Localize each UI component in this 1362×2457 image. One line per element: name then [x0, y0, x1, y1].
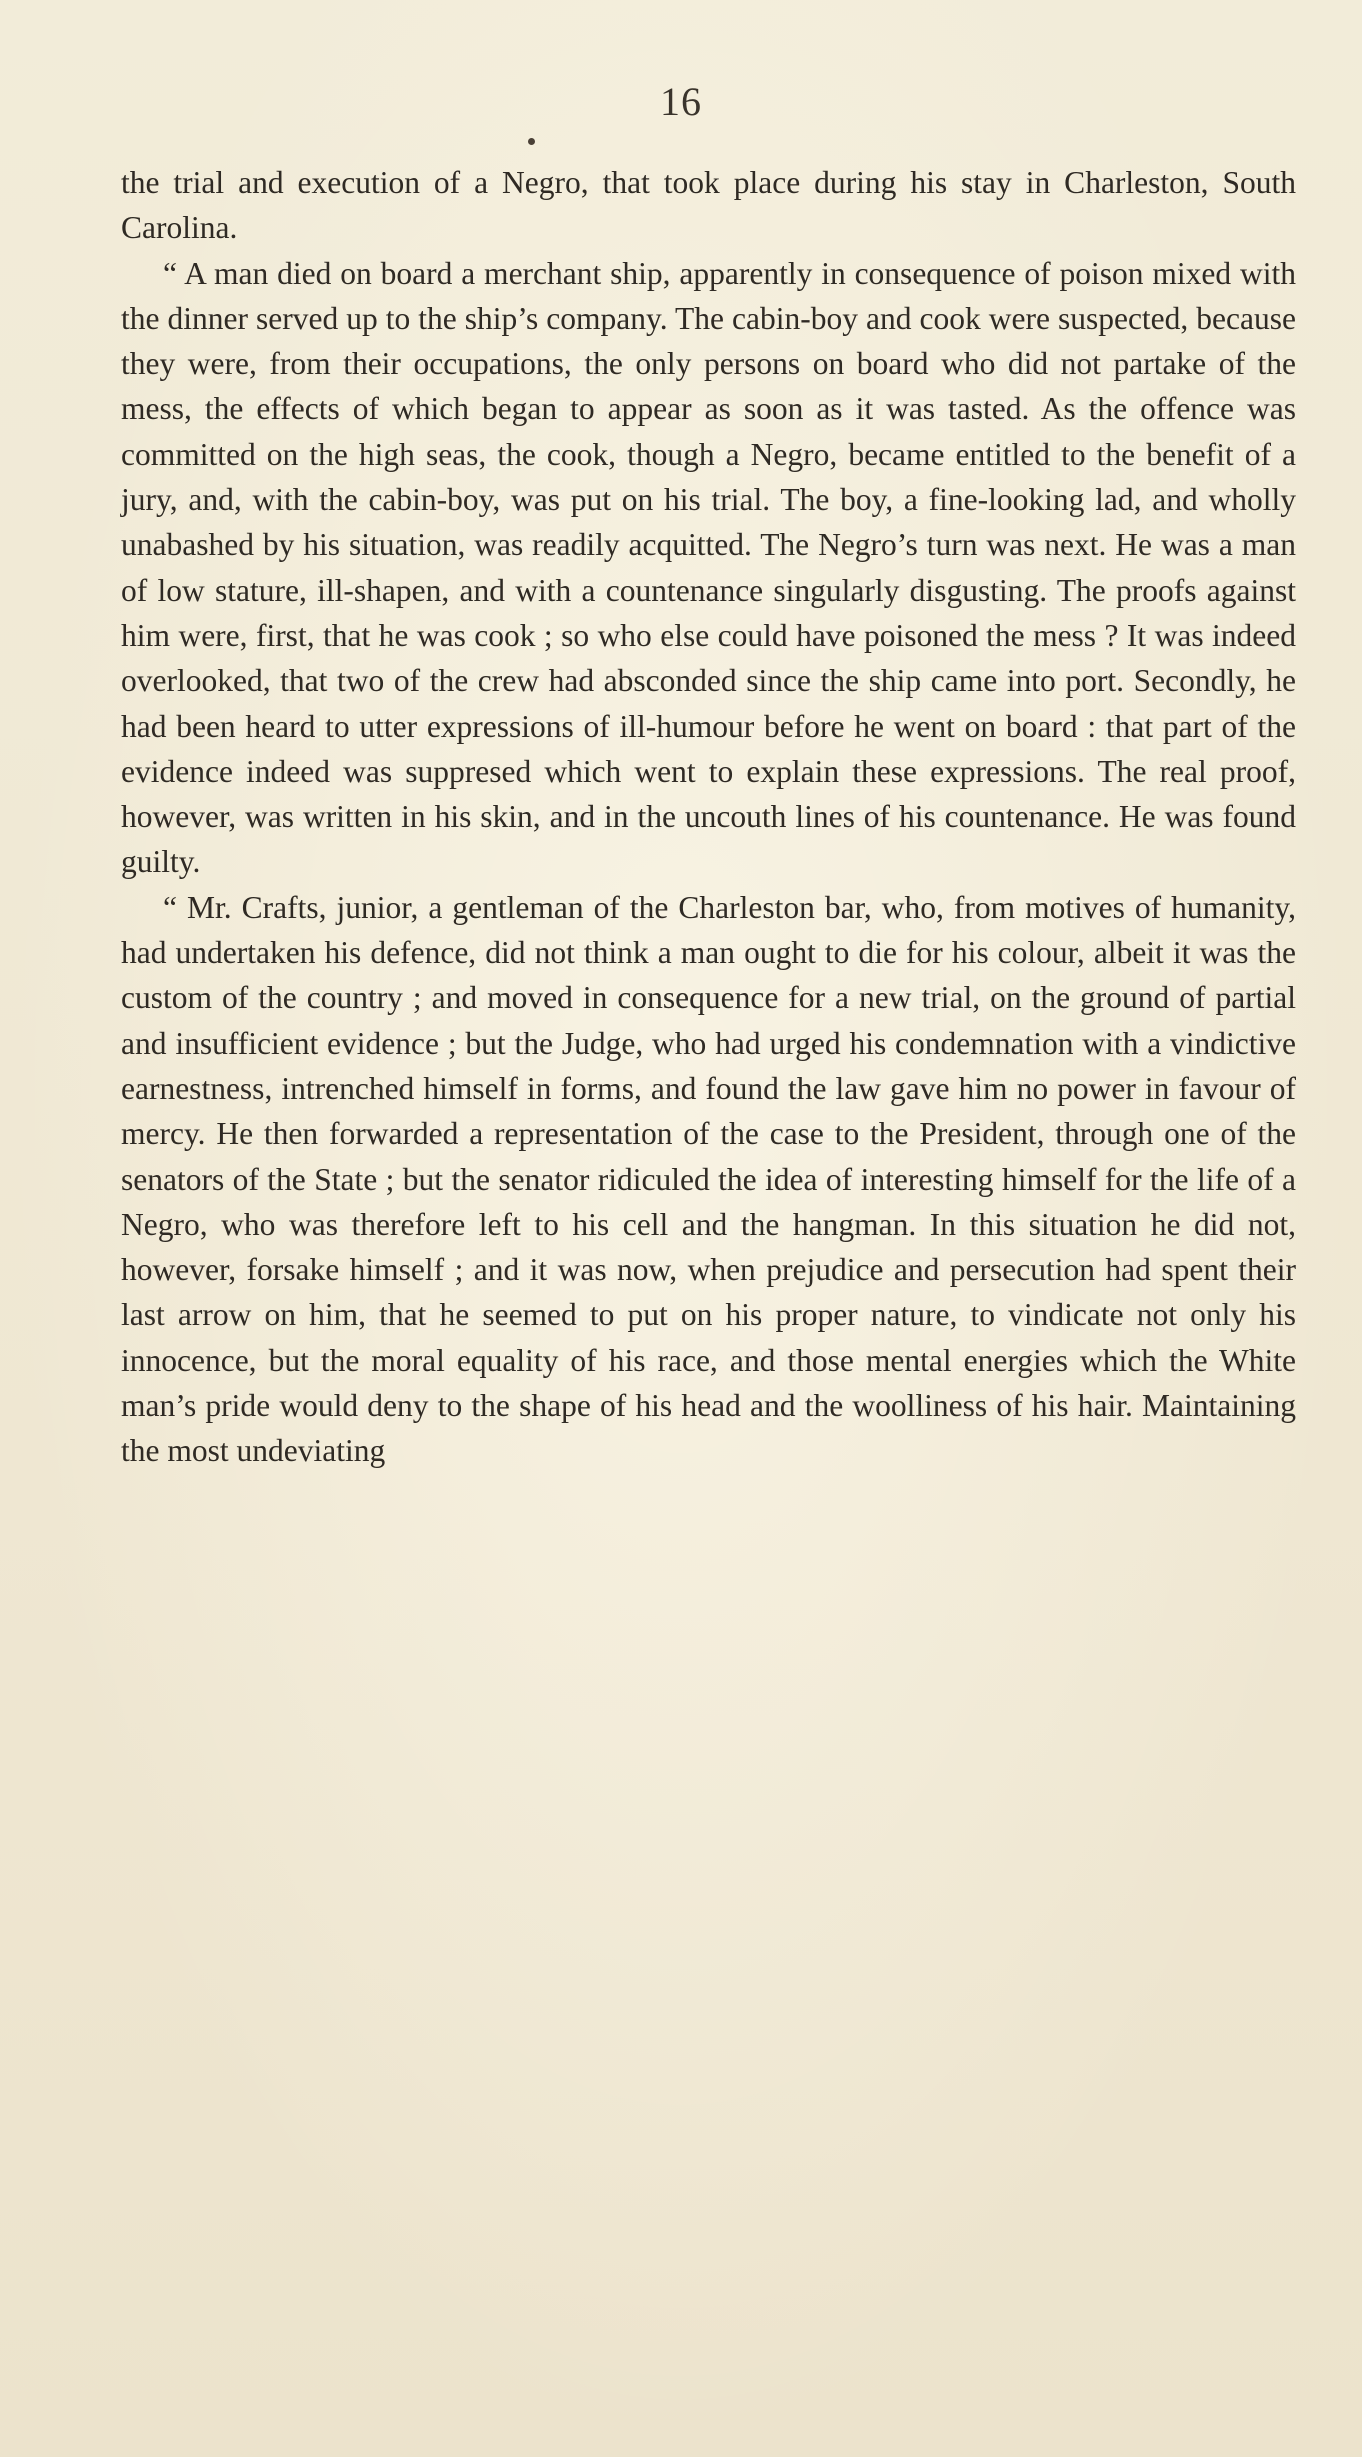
page-number: 16 [660, 79, 702, 124]
paragraph-trial-account: “ A man died on board a merchant ship, apparently in consequence of poison mixed with the dinner served up to the ship’s company. The cabin-boy and cook were suspected, because they were, from their occupations, the only persons on board who did not partake of the mess, the effects of which began to appear as soon as it was tasted. As the offence was committed on the high seas, the cook, though a Negro, became entitled to the benefit of a jury, and, with the cabin-boy, was put on his trial. The boy, a fine-looking lad, and wholly unabashed by his situation, was readily acquitted. The Negro’s turn was next. He was a man of low stature, ill-shapen, and with a countenance singularly disgusting. The proofs against him were, first, that he was cook ; so who else could have poisoned the mess ? It was indeed overlooked, that two of the crew had absconded since the ship came into port. Secondly, he had been heard to utter expressions of ill-humour before he went on board : that part of the evidence indeed was suppresed which went to explain these expressions. The real proof, however, was written in his skin, and in the uncouth lines of his countenance. He was found guilty. [121, 255, 1296, 880]
paragraph-crafts-defence: “ Mr. Crafts, junior, a gentleman of the Charleston bar, who, from motives of humanity, had undertaken his defence, did not think a man ought to die for his colour, albeit it was the custom of the country ; and moved in consequence for a new trial, on the ground of partial and insufficient evidence ; but the Judge, who had urged his condemnation with a vindictive earnestness, intrenched himself in forms, and found the law gave him no power in favour of mercy. He then forwarded a representation of the case to the President, through one of the senators of the State ; but the senator ridiculed the idea of interesting himself for the life of a Negro, who was therefore left to his cell and the hangman. In this situation he did not, however, forsake himself ; and it was now, when prejudice and persecution had spent their last arrow on him, that he seemed to put on his proper nature, to vindicate not only his innocence, but the moral equality of his race, and those mental energies which the White man’s pride would deny to the shape of his head and the woolliness of his hair. Maintaining the most undeviating [121, 889, 1296, 1469]
printer-mark-dot [528, 138, 535, 145]
paragraph-continuation: the trial and execution of a Negro, that took place during his stay in Charleston, South Carolina. [121, 165, 1296, 246]
body-text [121, 160, 1296, 1474]
